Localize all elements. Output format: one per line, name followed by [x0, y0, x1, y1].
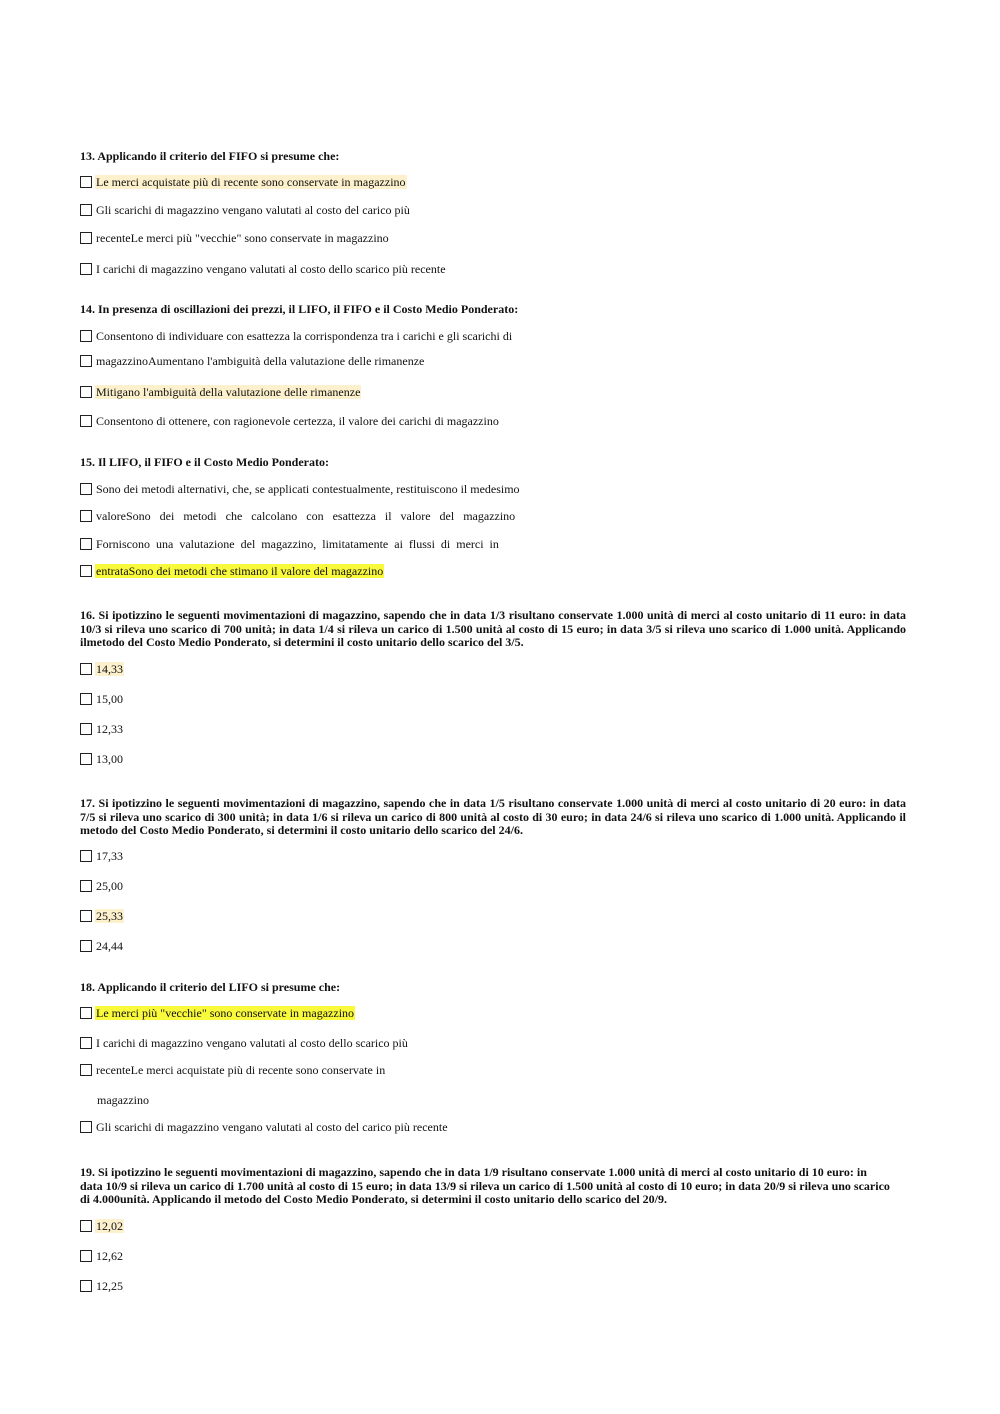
- option-label: Consentono di ottenere, con ragionevole certezza, il valore dei carichi di magazzino: [96, 414, 499, 428]
- q19-option-2[interactable]: [80, 1248, 124, 1264]
- checkbox[interactable]: [80, 1280, 92, 1292]
- checkbox[interactable]: [80, 565, 92, 577]
- option-label: I carichi di magazzino vengano valutati al costo dello scarico più: [96, 1036, 408, 1050]
- q17-option-3[interactable]: [80, 908, 124, 924]
- question-18-title: 18. Applicando il criterio del LIFO si presume che:: [80, 980, 341, 994]
- checkbox[interactable]: [80, 850, 92, 862]
- option-label: Gli scarichi di magazzino vengano valutati al costo del carico più: [96, 203, 410, 217]
- q17-option-2[interactable]: [80, 878, 124, 894]
- checkbox[interactable]: [80, 232, 92, 244]
- option-label: 25,33: [96, 909, 123, 923]
- option-label: I carichi di magazzino vengano valutati al costo dello scarico più recente: [96, 262, 446, 276]
- option-label: valoreSono dei metodi che calcolano con esattezza il valore del magazzino: [96, 509, 516, 523]
- q18-option-1[interactable]: [80, 1005, 355, 1021]
- checkbox[interactable]: [80, 415, 92, 427]
- checkbox[interactable]: [80, 1250, 92, 1262]
- checkbox[interactable]: [80, 1220, 92, 1232]
- q13-option-4[interactable]: [80, 261, 447, 277]
- checkbox[interactable]: [80, 538, 92, 550]
- q14-option-4[interactable]: [80, 413, 500, 429]
- checkbox[interactable]: [80, 1121, 92, 1133]
- option-label: 25,00: [96, 879, 123, 893]
- question-17-title: 17. Si ipotizzino le seguenti movimentazioni di magazzino, sapendo che in data 1/5 risultano conservate 1.000 unità di merci al costo unitario di 20 euro: in data 7/5 si rileva uno scarico di 300 unità; in data 1/6 si rileva un carico di 800 unità al costo di 30 euro; in data 24/6 si rileva uno scarico di 1.000 unità. Applicando il metodo del Costo Medio Ponderato, si determini il costo unitario dello scarico del 24/6.: [80, 796, 906, 837]
- q14-option-1[interactable]: [80, 328, 513, 344]
- q13-option-2[interactable]: [80, 202, 411, 218]
- q18-option-2[interactable]: [80, 1035, 409, 1051]
- checkbox[interactable]: [80, 355, 92, 367]
- checkbox[interactable]: [80, 330, 92, 342]
- q16-option-2[interactable]: [80, 691, 124, 707]
- checkbox[interactable]: [80, 510, 92, 522]
- checkbox[interactable]: [80, 663, 92, 675]
- checkbox[interactable]: [80, 940, 92, 952]
- q13-option-3[interactable]: [80, 230, 390, 246]
- checkbox[interactable]: [80, 723, 92, 735]
- q14-option-2[interactable]: [80, 353, 425, 369]
- q17-option-4[interactable]: [80, 938, 124, 954]
- checkbox[interactable]: [80, 483, 92, 495]
- q14-option-3[interactable]: [80, 384, 361, 400]
- checkbox[interactable]: [80, 1037, 92, 1049]
- option-label: recenteLe merci più "vecchie" sono conservate in magazzino: [96, 231, 389, 245]
- checkbox[interactable]: [80, 204, 92, 216]
- option-label: Gli scarichi di magazzino vengano valutati al costo del carico più recente: [96, 1120, 448, 1134]
- q15-option-3[interactable]: [80, 536, 500, 552]
- checkbox[interactable]: [80, 386, 92, 398]
- q16-option-3[interactable]: [80, 721, 124, 737]
- question-16-title: 16. Si ipotizzino le seguenti movimentazioni di magazzino, sapendo che in data 1/3 risultano conservate 1.000 unità di merci al costo unitario di 11 euro: in data 10/3 si rileva uno scarico di 700 unità; in data 1/4 si rileva un carico di 1.500 unità al costo di 15 euro; in data 3/5 si rileva uno scarico di 1.000 unità. Applicando ilmetodo del Costo Medio Ponderato, si determini il costo unitario dello scarico del 3/5.: [80, 608, 906, 649]
- checkbox[interactable]: [80, 1007, 92, 1019]
- option-label: 12,33: [96, 722, 123, 736]
- option-label: Le merci acquistate più di recente sono conservate in magazzino: [96, 175, 406, 189]
- option-label: recenteLe merci acquistate più di recente sono conservate in: [96, 1063, 386, 1077]
- option-label: Sono dei metodi alternativi, che, se applicati contestualmente, restituiscono il medesimo: [96, 482, 520, 496]
- question-14-title: 14. In presenza di oscillazioni dei prezzi, il LIFO, il FIFO e il Costo Medio Ponderato:: [80, 302, 519, 316]
- q13-option-1[interactable]: [80, 174, 407, 190]
- option-label: 12,62: [96, 1249, 123, 1263]
- option-label: 15,00: [96, 692, 123, 706]
- option-label: Consentono di individuare con esattezza la corrispondenza tra i carichi e gli scarichi di: [96, 329, 513, 343]
- option-label: Le merci più "vecchie" sono conservate in magazzino: [96, 1006, 355, 1020]
- q15-option-1[interactable]: [80, 481, 521, 497]
- q15-option-2[interactable]: [80, 508, 516, 524]
- option-label: 13,00: [96, 752, 123, 766]
- q15-option-4[interactable]: [80, 563, 384, 579]
- q18-option-3[interactable]: [80, 1062, 386, 1078]
- q19-option-3[interactable]: [80, 1278, 124, 1294]
- checkbox[interactable]: [80, 880, 92, 892]
- checkbox[interactable]: [80, 1064, 92, 1076]
- q16-option-1[interactable]: [80, 661, 124, 677]
- q18-option-3-continuation: magazzino: [97, 1093, 149, 1107]
- option-label: 14,33: [96, 662, 123, 676]
- checkbox[interactable]: [80, 693, 92, 705]
- option-label: Mitigano l'ambiguità della valutazione delle rimanenze: [96, 385, 361, 399]
- q16-option-4[interactable]: [80, 751, 124, 767]
- option-label: 12,25: [96, 1279, 123, 1293]
- q17-option-1[interactable]: [80, 848, 124, 864]
- option-label: magazzinoAumentano l'ambiguità della valutazione delle rimanenze: [96, 354, 425, 368]
- question-13-title: 13. Applicando il criterio del FIFO si presume che:: [80, 149, 340, 163]
- checkbox[interactable]: [80, 910, 92, 922]
- option-label: entrataSono dei metodi che stimano il valore del magazzino: [96, 564, 384, 578]
- checkbox[interactable]: [80, 753, 92, 765]
- q19-option-1[interactable]: [80, 1218, 124, 1234]
- checkbox[interactable]: [80, 263, 92, 275]
- option-label: 12,02: [96, 1219, 123, 1233]
- checkbox[interactable]: [80, 176, 92, 188]
- q18-option-4[interactable]: [80, 1119, 449, 1135]
- question-15-title: 15. Il LIFO, il FIFO e il Costo Medio Ponderato:: [80, 455, 329, 469]
- option-label: 17,33: [96, 849, 123, 863]
- question-19-title: 19. Si ipotizzino le seguenti movimentazioni di magazzino, sapendo che in data 1/9 risultano conservate 1.000 unità di merci al costo unitario di 10 euro: in data 10/9 si rileva un carico di 1.700 unità al costo di 15 euro; in data 13/9 si rileva un carico di 1.500 unità al costo di 10 euro; in data 20/9 si rileva uno scarico di 4.000unità. Applicando il metodo del Costo Medio Ponderato, si determini il costo unitario dello scarico del 20/9.: [80, 1165, 890, 1206]
- option-label: Forniscono una valutazione del magazzino, limitatamente ai flussi di merci in: [96, 537, 499, 551]
- option-label: 24,44: [96, 939, 123, 953]
